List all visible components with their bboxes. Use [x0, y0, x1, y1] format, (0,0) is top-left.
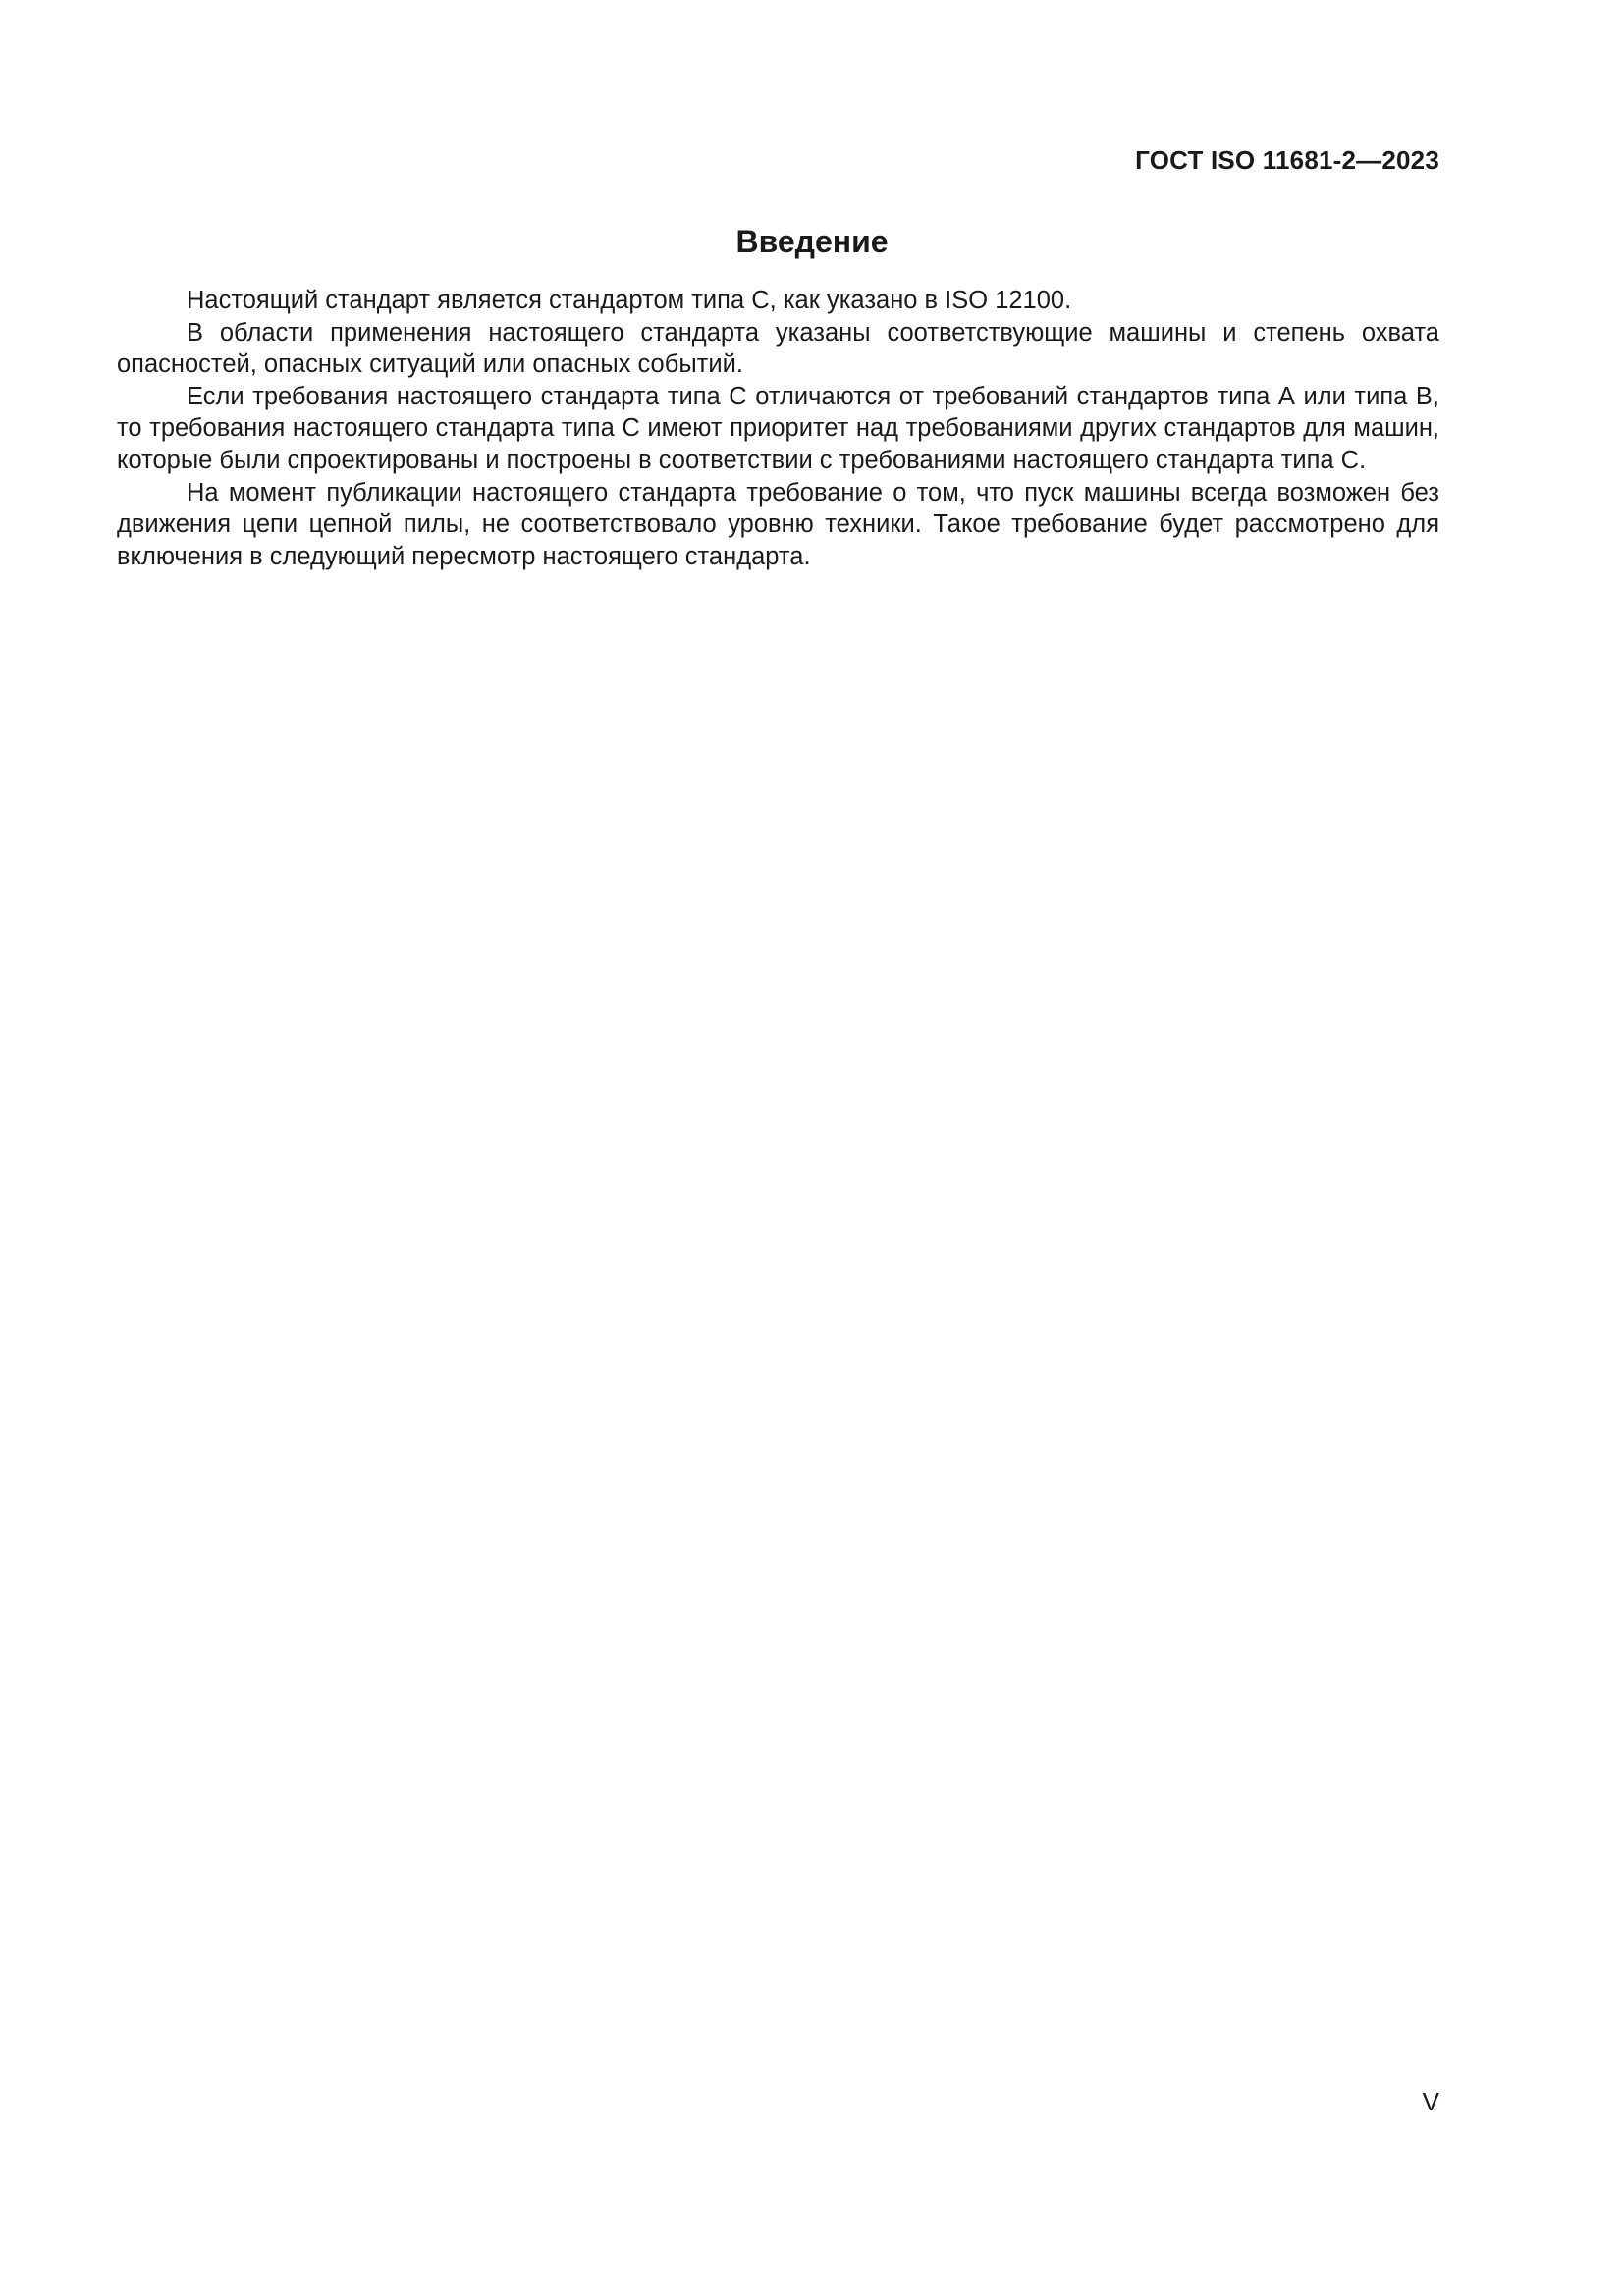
paragraph-2: В области применения настоящего стандарта указаны соответствующие машины и степень охвата опасностей, опасных ситуаций или опасных событий.: [117, 318, 1439, 379]
section-body: [117, 285, 1439, 572]
section-title: Введение: [735, 224, 889, 259]
page-number: V: [1422, 2087, 1439, 2116]
paragraph-1: Настоящий стандарт является стандартом типа С, как указано в ISO 12100.: [187, 287, 1072, 314]
document-code-header: ГОСТ ISO 11681-2—2023: [1135, 145, 1439, 175]
paragraph-4: На момент публикации настоящего стандарта требование о том, что пуск машины всегда возможен без движения цепи цепной пилы, не соответствовало уровню техники. Такое требование будет рассмотрено для включения в следующий пересмотр настоящего стандарта.: [117, 478, 1439, 570]
paragraph-3: Если требования настоящего стандарта типа С отличаются от требований стандартов типа А или типа В, то требования настоящего стандарта типа С имеют приоритет над требованиями других стандартов для машин, которые были спроектированы и построены в соответствии с требованиями настоящего стандарта типа С.: [117, 382, 1439, 474]
